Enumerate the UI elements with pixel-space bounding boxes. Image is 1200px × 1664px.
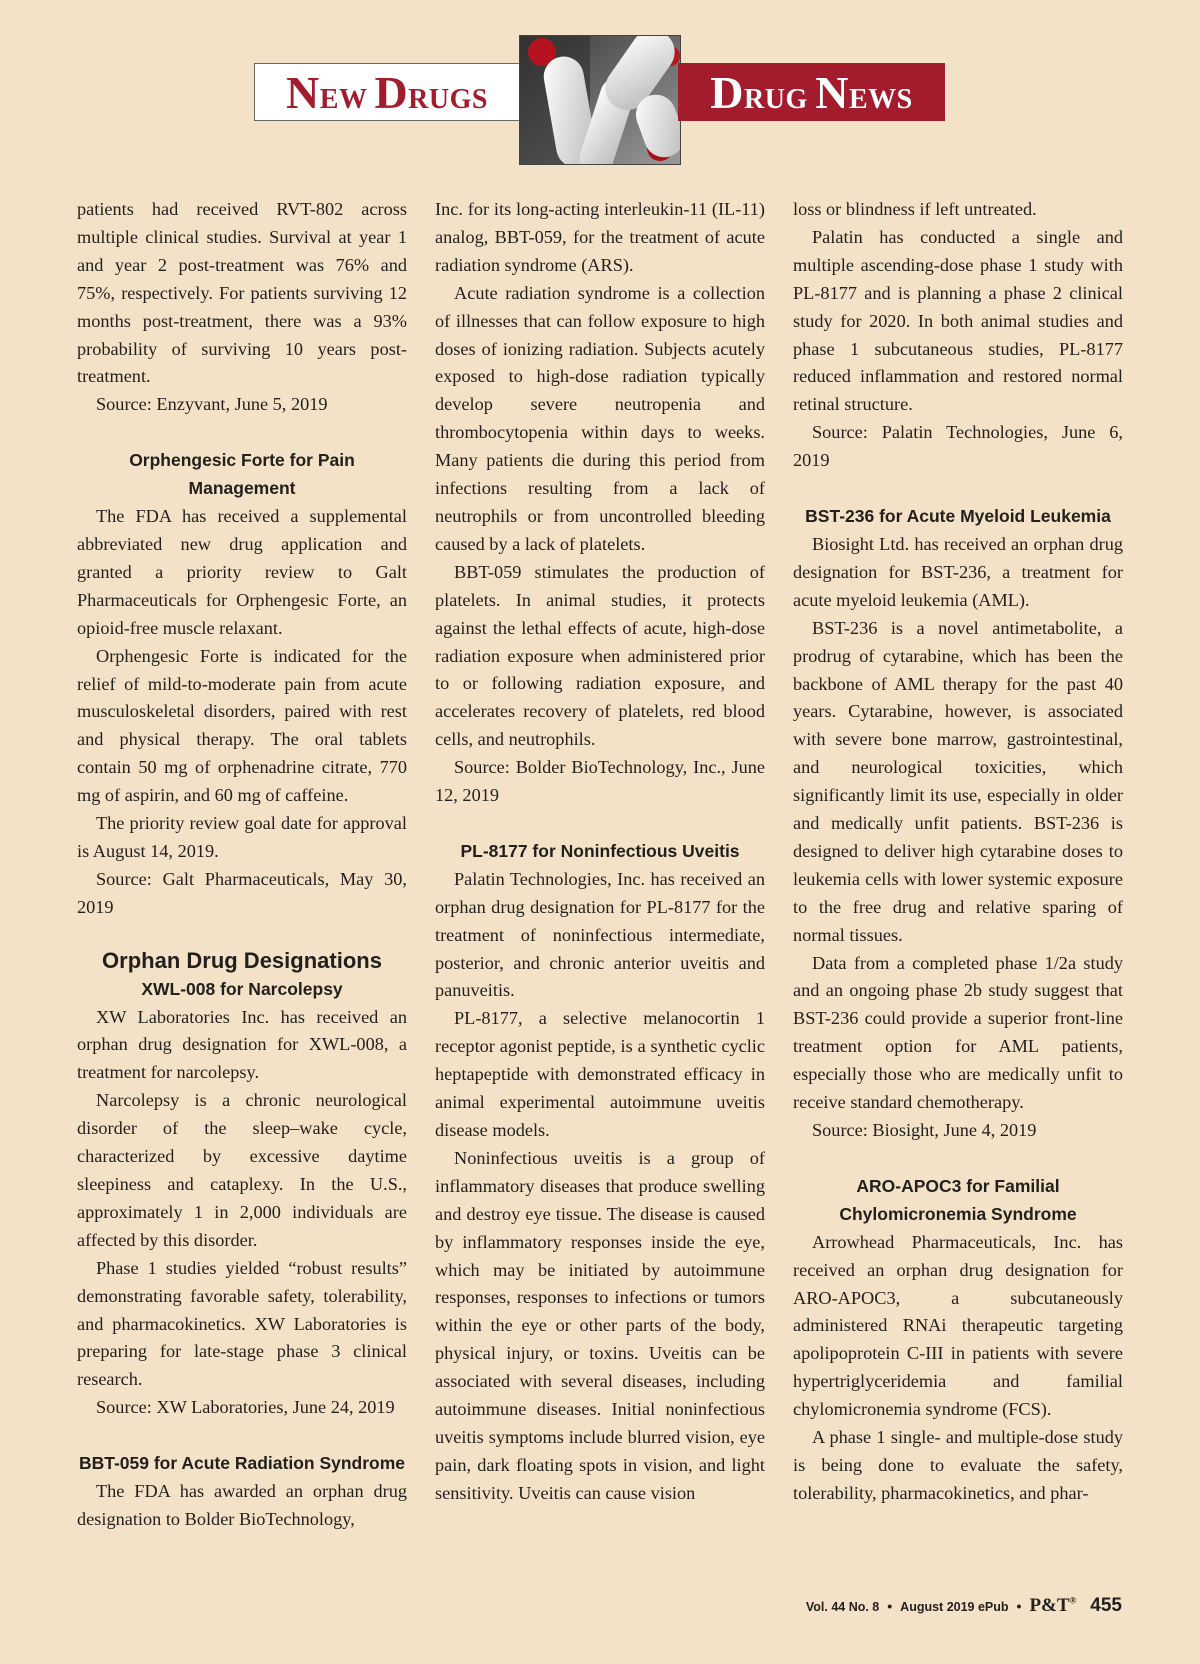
drug-news-label <box>678 63 945 121</box>
header-banner <box>0 0 1200 175</box>
paragraph: Data from a completed phase 1/2a study and an ongoing phase 2b study suggest that BST-236 could provide a superior front-line treatment option for AML patients, especially those who are medically unfit to receive standard chemotherapy. <box>793 952 1123 1113</box>
article-heading-bbt-059: BBT-059 for Acute Radiation Syndrome <box>78 1453 406 1474</box>
drug-news-title: DRUG NEWS <box>710 66 913 118</box>
paragraph: Acute radiation syndrome is a collection of illnesses that can follow exposure to high doses of ionizing radiation. Subjects acutely exposed to high-dose radiation typically develop severe neutropenia and thrombocytopenia within days to weeks. Many patients die during this period from infections resulting from a lack of neutrophils or from uncontrolled bleeding caused by a lack of platelets. <box>435 282 765 554</box>
paragraph: Orphengesic Forte is indicated for the relief of mild-to-moderate pain from acute musculoskeletal disorders, paired with rest and physical therapy. The oral tablets contain 50 mg of orphenadrine citrate, 770 mg of aspirin, and 60 mg of caffeine. <box>77 645 407 806</box>
article-heading-bst-236: BST-236 for Acute Myeloid Leukemia <box>805 506 1111 527</box>
paragraph: The priority review goal date for approval is August 14, 2019. <box>77 813 407 861</box>
paragraph: PL-8177, a selective melanocortin 1 receptor agonist peptide, is a synthetic cyclic heptapeptide with demonstrated efficacy in animal experimental autoimmune uveitis disease models. <box>435 1008 765 1140</box>
paragraph: A phase 1 single- and multiple-dose study is being done to evaluate the safety, tolerability, pharmacokinetics, and phar- <box>793 1427 1123 1503</box>
paragraph: XW Laboratories Inc. has received an orphan drug designation for XWL-008, a treatment for narcolepsy. <box>77 1006 407 1083</box>
page-number: 455 <box>1090 1595 1122 1616</box>
source-line: Source: Bolder BioTechnology, Inc., June 12, 2019 <box>435 757 765 806</box>
article-heading-orphengesic: Orphengesic Forte for Pain Management <box>129 450 355 499</box>
separator: • <box>1016 1598 1022 1614</box>
paragraph: The FDA has awarded an orphan drug designation to Bolder BioTechnology, <box>77 1481 407 1529</box>
paragraph: Biosight Ltd. has received an orphan drug designation for BST-236, a treatment for acute myeloid leukemia (AML). <box>793 533 1123 610</box>
paragraph: patients had received RVT-802 across multiple clinical studies. Survival at year 1 and year 2 post-treatment was 76% and 75%, respectively. For patients surviving 12 months post-treatment, there was a 93% probability of surviving 10 years post-treatment. <box>77 199 407 387</box>
new-drugs-title: NEW DRUGS <box>286 66 488 118</box>
pills-photo <box>519 35 681 165</box>
article-heading-xwl-008: XWL-008 for Narcolepsy <box>141 978 343 999</box>
paragraph: BST-236 is a novel antimetabolite, a prodrug of cytarabine, which has been the backbone of AML therapy for the past 40 years. Cytarabine, however, is associated with severe bone marrow, gastrointestinal, and neurological toxicities, which significantly limit its use, especially in older and medically unfit patients. BST-236 is designed to deliver high cytarabine doses to leukemia cells with lower systemic exposure to the free drug and relative sparing of normal tissues. <box>793 617 1123 945</box>
paragraph: Palatin Technologies, Inc. has received an orphan drug designation for PL-8177 for the treatment of noninfectious intermediate, posterior, and chronic anterior uveitis and panuveitis. <box>435 868 765 1001</box>
column-3 <box>793 196 1123 1508</box>
paragraph: Noninfectious uveitis is a group of inflammatory diseases that produce swelling and destroy eye tissue. The disease is caused by inflammatory responses inside the eye, which may be initiated by autoimmune responses, responses to infections or tumors within the eye or other parts of the body, physical injury, or toxins. Uveitis can be associated with several diseases, including autoimmune diseases. Initial noninfectious uveitis symptoms include blurred vision, eye pain, dark floating spots in vision, and light sensitivity. Uveitis can cause vision <box>435 1147 765 1503</box>
separator: • <box>887 1598 893 1614</box>
source-line: Source: Palatin Technologies, June 6, 2019 <box>793 422 1123 471</box>
paragraph: Narcolepsy is a chronic neurological disorder of the sleep–wake cycle, characterized by excessive daytime sleepiness and cataplexy. In the U.S., approximately 1 in 2,000 individuals are affected by this disorder. <box>77 1090 407 1250</box>
issue-date: August 2019 ePub <box>900 1600 1009 1614</box>
paragraph: Phase 1 studies yielded “robust results” demonstrating favorable safety, tolerability, and pharmacokinetics. XW Laboratories is preparing for late-stage phase 3 clinical research. <box>77 1257 407 1390</box>
paragraph: BBT-059 stimulates the production of platelets. In animal studies, it protects against the lethal effects of acute, high-dose radiation exposure when administered prior to or following radiation exposure, and accelerates recovery of platelets, red blood cells, and neutrophils. <box>435 561 765 750</box>
source-line: Source: Enzyvant, June 5, 2019 <box>96 394 328 415</box>
source-line: Source: XW Laboratories, June 24, 2019 <box>96 1397 395 1418</box>
new-drugs-label <box>254 63 520 121</box>
source-line: Source: Galt Pharmaceuticals, May 30, 2019 <box>77 868 407 917</box>
section-heading-orphan-drug-designations: Orphan Drug Designations <box>102 947 382 973</box>
volume-info: Vol. 44 No. 8 <box>805 1600 880 1614</box>
paragraph: Palatin has conducted a single and multiple ascending-dose phase 1 study with PL-8177 and is planning a phase 2 clinical study for 2020. In both animal studies and phase 1 subcutaneous studies, PL-8177 reduced inflammation and restored normal retinal structure. <box>793 226 1123 415</box>
paragraph: Inc. for its long-acting interleukin-11 (IL-11) analog, BBT-059, for the treatment of acute radiation syndrome (ARS). <box>435 199 765 275</box>
article-heading-pl-8177: PL-8177 for Noninfectious Uveitis <box>460 840 740 861</box>
paragraph: Arrowhead Pharmaceuticals, Inc. has received an orphan drug designation for ARO-APOC3, a subcutaneously administered RNAi therapeutic targeting apolipoprotein C-III in patients with severe hypertriglyceridemia and familial chylomicronemia syndrome (FCS). <box>793 1231 1123 1420</box>
article-heading-aro-apoc3: ARO-APOC3 for Familial Chylomicronemia Syndrome <box>839 1175 1077 1224</box>
paragraph: The FDA has received a supplemental abbreviated new drug application and granted a priority review to Galt Pharmaceuticals for Orphengesic Forte, an opioid-free muscle relaxant. <box>77 506 407 638</box>
column-1 <box>77 196 407 1534</box>
journal-name: P&T® <box>1029 1595 1077 1616</box>
paragraph: loss or blindness if left untreated. <box>793 199 1037 219</box>
page-footer <box>806 1595 1122 1617</box>
column-2 <box>435 196 765 1508</box>
source-line: Source: Biosight, June 4, 2019 <box>812 1120 1037 1140</box>
